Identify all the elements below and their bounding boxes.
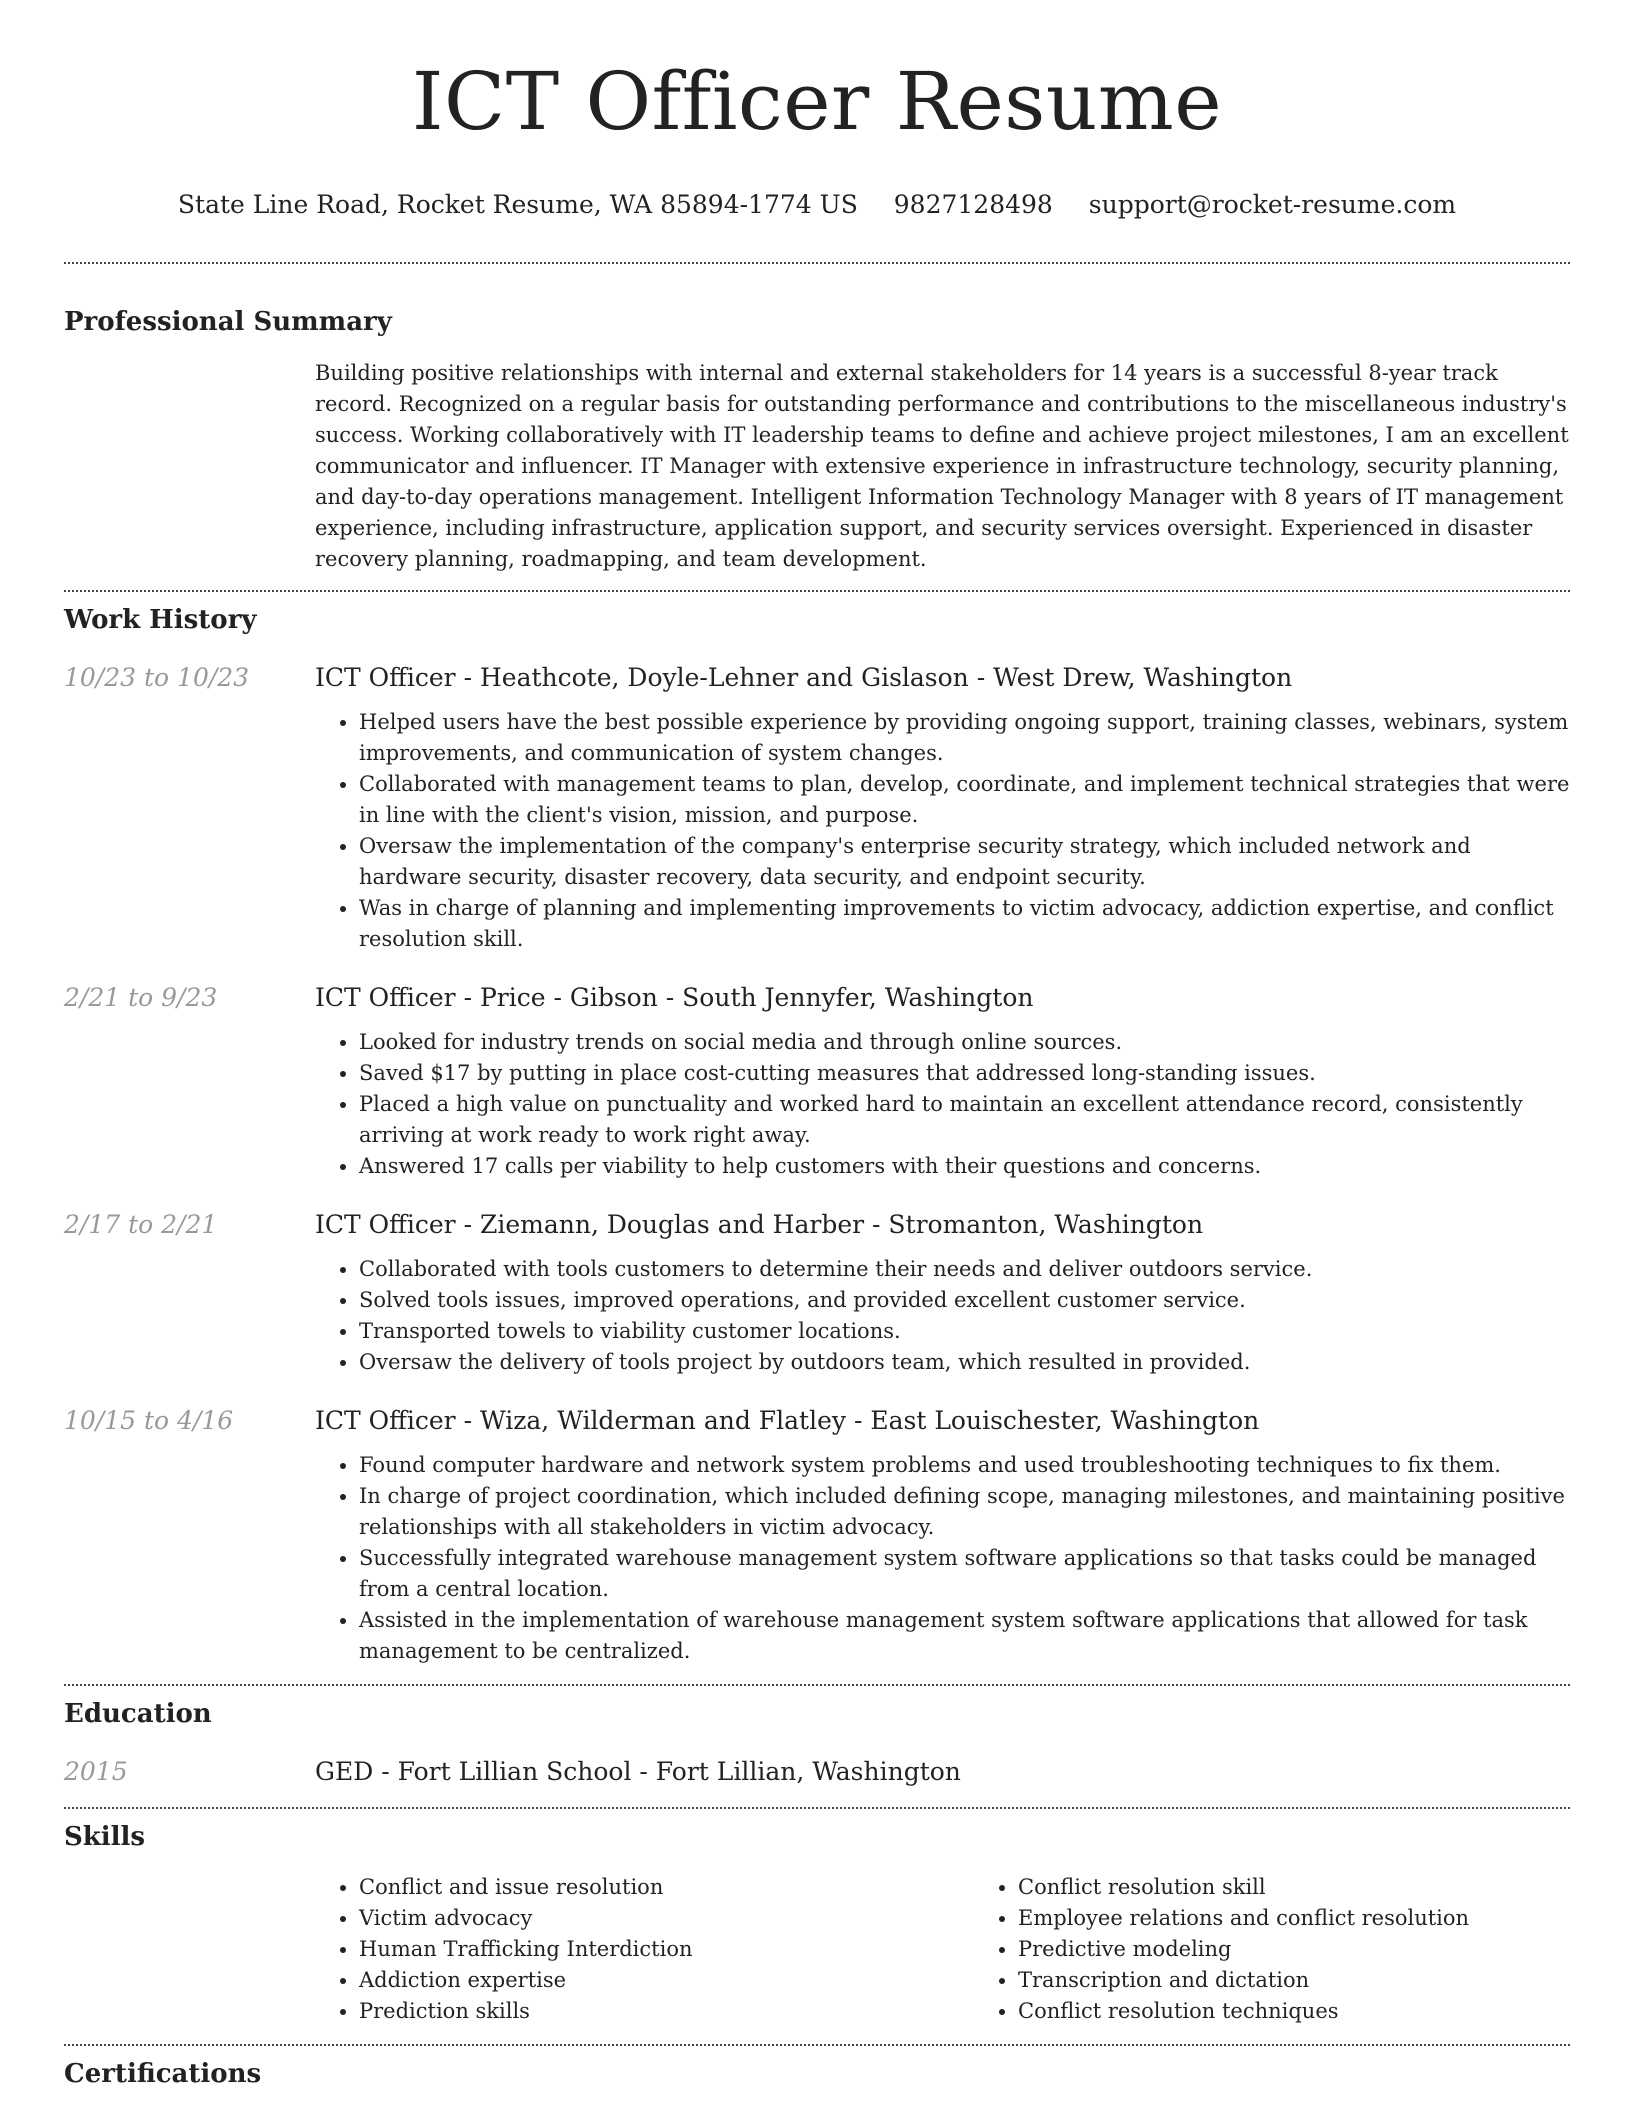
skill-item: • Transcription and dictation bbox=[1018, 1965, 1632, 1996]
job-dates: 2/21 to 9/23 bbox=[64, 983, 218, 1012]
skill-item: • Conflict resolution skill bbox=[1018, 1872, 1632, 1903]
skill-item: • Conflict and issue resolution bbox=[359, 1872, 974, 1903]
contact-line bbox=[64, 188, 1570, 222]
job-bullet: • Placed a high value on punctuality and worked hard to maintain an excellent attendance record, consistently arriving at work ready to work right away. bbox=[359, 1089, 1570, 1151]
job-bullet: • Assisted in the implementation of warehouse management system software applications that allowed for task management to be centralized. bbox=[359, 1605, 1570, 1667]
skills-heading: Skills bbox=[64, 1822, 146, 1852]
education-heading: Education bbox=[64, 1699, 212, 1729]
skill-item: • Predictive modeling bbox=[1018, 1934, 1632, 1965]
certifications-heading: Certifications bbox=[64, 2059, 262, 2089]
job-entry bbox=[64, 980, 1570, 1182]
job-bullet: • Helped users have the best possible experience by providing ongoing support, training classes, webinars, system improvements, and communication of system changes. bbox=[359, 707, 1570, 769]
skills-list-left bbox=[315, 1872, 974, 2027]
job-bullet: • Saved $17 by putting in place cost-cutting measures that addressed long-standing issues. bbox=[359, 1058, 1570, 1089]
job-bullet: • In charge of project coordination, which included defining scope, managing milestones, and maintaining positive relationships with all stakeholders in victim advocacy. bbox=[359, 1481, 1570, 1543]
job-bullets bbox=[315, 1027, 1570, 1182]
divider bbox=[64, 262, 1570, 264]
skills-row bbox=[64, 1872, 1570, 2027]
job-bullet: • Was in charge of planning and implementing improvements to victim advocacy, addiction expertise, and conflict resolution skill. bbox=[359, 893, 1570, 955]
job-title: ICT Officer - Ziemann, Douglas and Harber - Stromanton, Washington bbox=[315, 1210, 1204, 1239]
divider bbox=[64, 1684, 1570, 1686]
divider bbox=[64, 590, 1570, 592]
divider bbox=[64, 1807, 1570, 1809]
skill-item: • Addiction expertise bbox=[359, 1965, 974, 1996]
skill-item: • Prediction skills bbox=[359, 1996, 974, 2027]
job-bullets bbox=[315, 1254, 1570, 1378]
job-bullet: • Collaborated with tools customers to determine their needs and deliver outdoors service. bbox=[359, 1254, 1570, 1285]
job-bullet: • Looked for industry trends on social media and through online sources. bbox=[359, 1027, 1570, 1058]
skill-item: • Victim advocacy bbox=[359, 1903, 974, 1934]
contact-email: support@rocket-resume.com bbox=[1088, 190, 1457, 219]
skill-item: • Employee relations and conflict resolution bbox=[1018, 1903, 1632, 1934]
job-bullets bbox=[315, 1450, 1570, 1667]
job-dates: 2/17 to 2/21 bbox=[64, 1210, 218, 1239]
work-history-heading: Work History bbox=[64, 605, 257, 635]
education-year: 2015 bbox=[64, 1757, 128, 1786]
summary-heading: Professional Summary bbox=[64, 307, 392, 337]
job-entry bbox=[64, 1403, 1570, 1667]
skill-item: • Conflict resolution techniques bbox=[1018, 1996, 1632, 2027]
skill-item: • Human Trafficking Interdiction bbox=[359, 1934, 974, 1965]
job-bullet: • Transported towels to viability customer locations. bbox=[359, 1316, 1570, 1347]
skills-list-right bbox=[974, 1872, 1632, 2027]
skills-grid bbox=[315, 1872, 1632, 2027]
divider bbox=[64, 2044, 1570, 2046]
education-title: GED - Fort Lillian School - Fort Lillian, Washington bbox=[315, 1757, 961, 1786]
resume-page bbox=[64, 0, 1570, 2092]
job-dates: 10/15 to 4/16 bbox=[64, 1406, 234, 1435]
contact-phone: 9827128498 bbox=[893, 190, 1053, 219]
job-bullet: • Oversaw the delivery of tools project by outdoors team, which resulted in provided. bbox=[359, 1347, 1570, 1378]
job-bullets bbox=[315, 707, 1570, 955]
job-dates: 10/23 to 10/23 bbox=[64, 663, 250, 692]
summary-row bbox=[64, 358, 1570, 575]
job-bullet: • Found computer hardware and network system problems and used troubleshooting techniques to fix them. bbox=[359, 1450, 1570, 1481]
job-bullet: • Solved tools issues, improved operations, and provided excellent customer service. bbox=[359, 1285, 1570, 1316]
education-entry bbox=[64, 1754, 1570, 1790]
resume-title: ICT Officer Resume bbox=[411, 55, 1223, 148]
job-title: ICT Officer - Wiza, Wilderman and Flatley - East Louischester, Washington bbox=[315, 1406, 1260, 1435]
contact-address: State Line Road, Rocket Resume, WA 85894-1774 US bbox=[177, 190, 858, 219]
job-title: ICT Officer - Price - Gibson - South Jennyfer, Washington bbox=[315, 983, 1034, 1012]
job-bullet: • Oversaw the implementation of the company's enterprise security strategy, which included network and hardware security, disaster recovery, data security, and endpoint security. bbox=[359, 831, 1570, 893]
job-title: ICT Officer - Heathcote, Doyle-Lehner and Gislason - West Drew, Washington bbox=[315, 663, 1293, 692]
job-bullet: • Answered 17 calls per viability to help customers with their questions and concerns. bbox=[359, 1151, 1570, 1182]
job-entry bbox=[64, 1207, 1570, 1378]
summary-text: Building positive relationships with internal and external stakeholders for 14 years is a successful 8-year track record. Recognized on a regular basis for outstanding performance and contributions to the miscellaneous industry's success. Working collaboratively with IT leadership teams to define and achieve project milestones, I am an excellent communicator and influencer. IT Manager with extensive experience in infrastructure technology, security planning, and day-to-day operations management. Intelligent Information Technology Manager with 8 years of IT management experience, including infrastructure, application support, and security services oversight. Experienced in disaster recovery planning, roadmapping, and team development. bbox=[315, 361, 1569, 571]
job-entry bbox=[64, 660, 1570, 955]
job-bullet: • Collaborated with management teams to plan, develop, coordinate, and implement technical strategies that were in line with the client's vision, mission, and purpose. bbox=[359, 769, 1570, 831]
job-bullet: • Successfully integrated warehouse management system software applications so that tasks could be managed from a central location. bbox=[359, 1543, 1570, 1605]
